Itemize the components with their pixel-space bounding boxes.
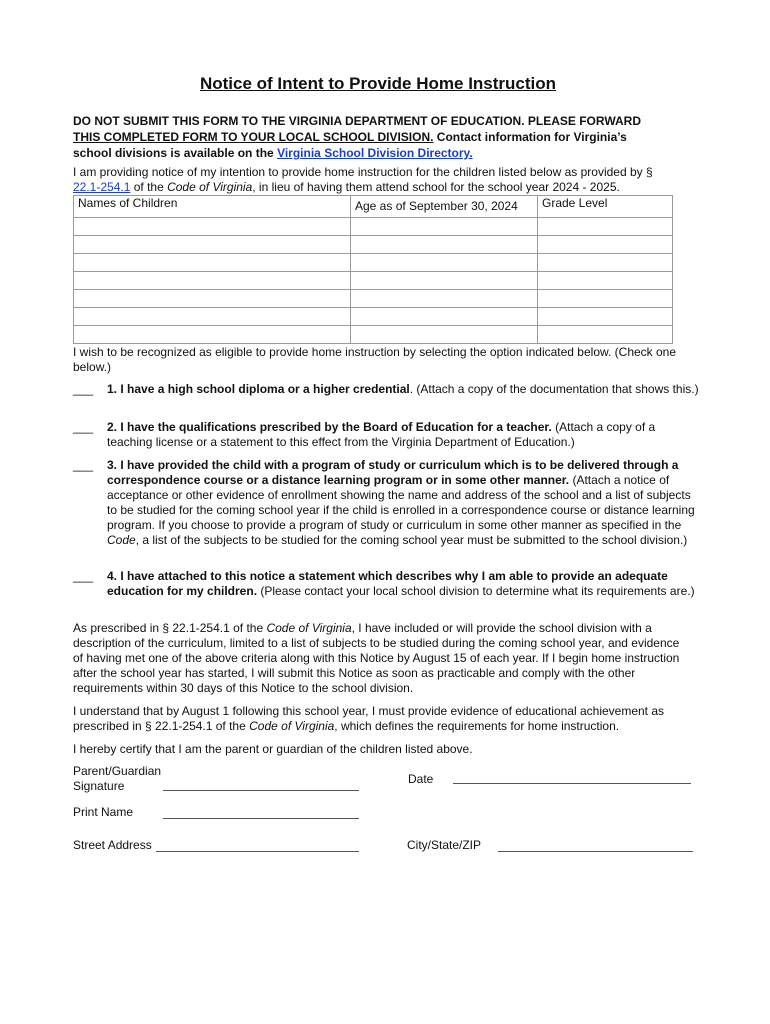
table-row <box>74 236 673 254</box>
para1-b: , I have included or will provide the school division with a description of the curriculum, limited to a list of subjects to be studied during the coming school year, and evidence of having met one of the above criteria along with this Notice by August 15 of each year. If I begin home instruction after the school year has started, I will submit this Notice as soon as practicable and comply with the other requirements within 30 days of this Notice to the school division. <box>73 621 680 695</box>
header-names: Names of Children <box>74 196 351 218</box>
intent-text-2: of the <box>130 180 168 194</box>
achievement-paragraph <box>73 704 685 734</box>
option-4-checkbox-blank[interactable]: ___ <box>73 569 94 583</box>
age-cell[interactable] <box>351 236 538 254</box>
notice-line-2-rest: Contact information for Virginia’s <box>433 130 627 144</box>
date-label: Date <box>408 772 434 786</box>
table-row <box>74 254 673 272</box>
curriculum-paragraph <box>73 621 685 696</box>
table-row <box>74 326 673 344</box>
parent-signature-line[interactable] <box>163 790 359 791</box>
parent-label-line2: Signature <box>73 779 125 793</box>
age-cell[interactable] <box>351 290 538 308</box>
intent-text-1: I am providing notice of my intention to provide home instruction for the children listed below as provided by § <box>73 165 653 179</box>
header-grade: Grade Level <box>538 196 673 218</box>
para2-b: , which defines the requirements for home instruction. <box>334 719 620 733</box>
option-4-text <box>107 569 699 599</box>
date-line[interactable] <box>453 783 691 784</box>
children-table-header <box>74 196 673 218</box>
age-cell[interactable] <box>351 272 538 290</box>
option-3-checkbox-blank[interactable]: ___ <box>73 458 94 472</box>
street-address-label: Street Address <box>73 838 152 852</box>
grade-cell[interactable] <box>538 272 673 290</box>
option-2-checkbox-blank[interactable]: ___ <box>73 420 94 434</box>
age-cell[interactable] <box>351 218 538 236</box>
age-cell[interactable] <box>351 308 538 326</box>
notice-line-1: DO NOT SUBMIT THIS FORM TO THE VIRGINIA DEPARTMENT OF EDUCATION. PLEASE FORWARD <box>73 114 642 128</box>
name-cell[interactable] <box>74 218 351 236</box>
street-address-line[interactable] <box>156 851 359 852</box>
print-name-label: Print Name <box>73 805 134 819</box>
header-age: Age as of September 30, 2024 <box>351 196 538 218</box>
grade-cell[interactable] <box>538 236 673 254</box>
parent-signature-label <box>73 764 161 794</box>
option-1-checkbox-blank[interactable]: ___ <box>73 382 94 396</box>
parent-label-line1: Parent/Guardian <box>73 764 162 778</box>
form-title: Notice of Intent to Provide Home Instruction <box>199 74 557 93</box>
option-3-rest-a: (Attach a notice of acceptance or other evidence of enrollment showing the name and address of the school and a list of subjects to be studied for the coming school year if the child is enrolled in a correspondence course or distance learning program. If you choose to provide a program of study or curriculum in some other manner as specified in the <box>107 473 695 532</box>
option-2-bold: 2. I have the qualifications prescribed by the Board of Education for a teacher. <box>107 420 552 434</box>
option-4-bold: 4. I have attached to this notice a statement which describes why I am able to provide an adequate education for my children. <box>107 569 668 598</box>
option-1-text <box>107 382 699 397</box>
grade-cell[interactable] <box>538 218 673 236</box>
option-2-rest: (Attach a copy of a teaching license or a statement to this effect from the Virginia Department of Education.) <box>107 420 656 449</box>
intent-statement <box>73 165 685 195</box>
name-cell[interactable] <box>74 254 351 272</box>
name-cell[interactable] <box>74 326 351 344</box>
option-4-rest: (Please contact your local school division to determine what its requirements are.) <box>257 584 695 598</box>
city-state-zip-label: City/State/ZIP <box>407 838 482 852</box>
age-cell[interactable] <box>351 326 538 344</box>
city-state-zip-line[interactable] <box>498 851 693 852</box>
print-name-line[interactable] <box>163 818 359 819</box>
table-row <box>74 308 673 326</box>
para1-code: Code of Virginia <box>266 621 352 635</box>
school-division-directory-link[interactable]: Virginia School Division Directory. <box>277 146 473 160</box>
grade-cell[interactable] <box>538 254 673 272</box>
notice-line-2-underlined: THIS COMPLETED FORM TO YOUR LOCAL SCHOOL DIVISION. <box>73 130 434 144</box>
option-3-code: Code <box>107 533 136 547</box>
grade-cell[interactable] <box>538 290 673 308</box>
para2-code: Code of Virginia <box>249 719 335 733</box>
option-2-text <box>107 420 699 450</box>
code-name: Code of Virginia <box>167 180 253 194</box>
grade-cell[interactable] <box>538 326 673 344</box>
name-cell[interactable] <box>74 236 351 254</box>
name-cell[interactable] <box>74 272 351 290</box>
children-table <box>73 195 673 344</box>
option-3-text <box>107 458 699 548</box>
notice-line-3: school divisions is available on the <box>73 146 278 160</box>
table-row <box>74 218 673 236</box>
para2-a: I understand that by August 1 following this school year, I must provide evidence of educational achievement as prescribed in § 22.1-254.1 of the <box>73 704 665 733</box>
table-row <box>74 272 673 290</box>
grade-cell[interactable] <box>538 308 673 326</box>
eligibility-instructions: I wish to be recognized as eligible to provide home instruction by selecting the option indicated below. (Check one below.) <box>73 345 677 374</box>
age-cell[interactable] <box>351 254 538 272</box>
table-row <box>74 290 673 308</box>
option-1-bold: 1. I have a high school diploma or a higher credential <box>107 382 410 396</box>
name-cell[interactable] <box>74 290 351 308</box>
para1-a: As prescribed in § 22.1-254.1 of the <box>73 621 267 635</box>
intent-text-3: , in lieu of having them attend school for the school year 2024 - 2025. <box>252 180 620 194</box>
name-cell[interactable] <box>74 308 351 326</box>
option-3-rest-b: , a list of the subjects to be studied for the coming school year must be submitted to the school division.) <box>135 533 688 547</box>
submission-notice <box>73 113 683 161</box>
option-3-bold: 3. I have provided the child with a program of study or curriculum which is to be delivered through a correspondence course or a distance learning program or in some other manner. <box>107 458 679 487</box>
option-1-rest: . (Attach a copy of the documentation that shows this.) <box>409 382 699 396</box>
certification-statement: I hereby certify that I am the parent or guardian of the children listed above. <box>73 742 473 756</box>
code-section-link[interactable]: 22.1-254.1 <box>73 180 131 194</box>
